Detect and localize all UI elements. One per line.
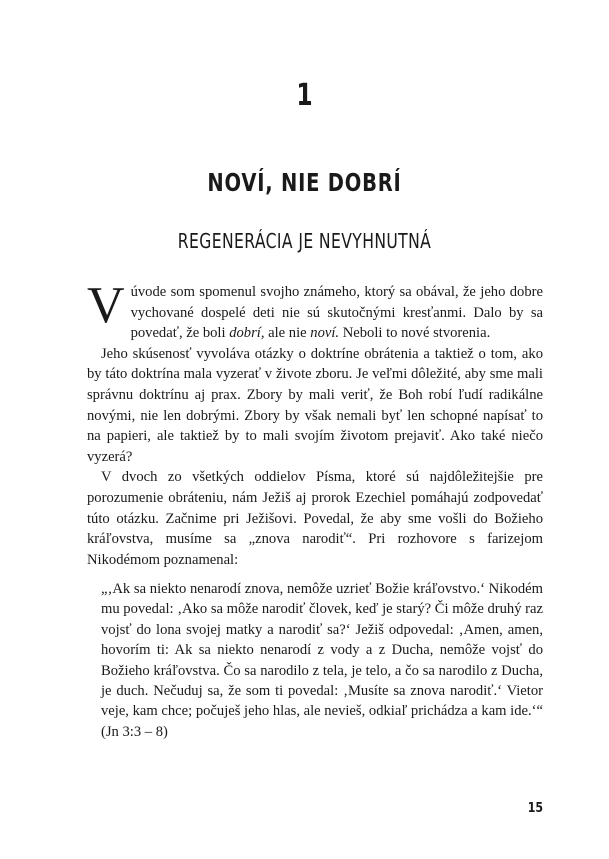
- body-text: [87, 277, 543, 570]
- paragraph-1: [87, 277, 543, 344]
- p1-text-b: ale nie: [264, 325, 311, 342]
- block-quote: „‚Ak sa niekto nenarodí znova, nemôže uzrieť Božie kráľovstvo.‘ Nikodém mu povedal: ‚Ako sa môže narodiť človek, keď je starý? Či môže druhý raz vojsť do lona svojej matky a narodiť sa?‘ Ježiš odpovedal: ‚Amen, amen, hovorím ti: Ak sa niekto nenarodí z vody a z Ducha, nemôže vojsť do Božieho kráľovstva. Čo sa narodilo z tela, je telo, a čo sa narodilo z Ducha, je duch. Nečuduj sa, že som ti povedal: ‚Musíte sa znova narodiť.‘ Vietor veje, kam chce; počuješ jeho hlas, ale nevieš, odkiaľ prichádza a kam ide.‘“ (Jn 3:3 – 8): [101, 581, 543, 740]
- chapter-subtitle: REGENERÁCIA JE NEVYHNUTNÁ: [177, 229, 432, 253]
- emphasis-dobri: dobrí,: [229, 325, 265, 342]
- chapter-title: NOVÍ, NIE DOBRÍ: [207, 168, 402, 197]
- drop-cap: V: [87, 277, 125, 334]
- chapter-number: 1: [296, 78, 313, 113]
- p1-text-c: Neboli to nové stvorenia.: [339, 325, 491, 342]
- emphasis-novi: noví.: [310, 325, 340, 342]
- p1-text-a: úvode som spomenul svojho známeho, ktorý sa obával, že jeho dobre vychované dospelé deti nie sú skutočnými kresťanmi. Dalo by sa povedať, že boli: [130, 284, 543, 342]
- page-number: 15: [527, 801, 543, 816]
- paragraph-2: Jeho skúsenosť vyvoláva otázky o doktríne obrátenia a taktiež o tom, ako by táto doktrína mala vyzerať v živote zboru. Je veľmi dôležité, aby sme mali správnu doktrínu aj prax. Zbory by mali veriť, že Boh robí ľudí radikálne novými, nie len dobrými. Zbory by však nemali byť len schopné napísať to na papieri, ale taktiež by to mali svojím životom prejaviť. Ako také niečo vyzerá?: [87, 345, 543, 465]
- paragraph-3: V dvoch zo všetkých oddielov Písma, ktoré sú najdôležitejšie pre porozumenie obráteniu, nám Ježiš aj prorok Ezechiel pomáhajú zodpovedať túto otázku. Začnime pri Ježišovi. Povedal, že aby sme vošli do Božieho kráľovstva, musíme sa „znova narodiť“. Pri rozhovore s farizejom Nikodémom poznamenal:: [87, 469, 543, 568]
